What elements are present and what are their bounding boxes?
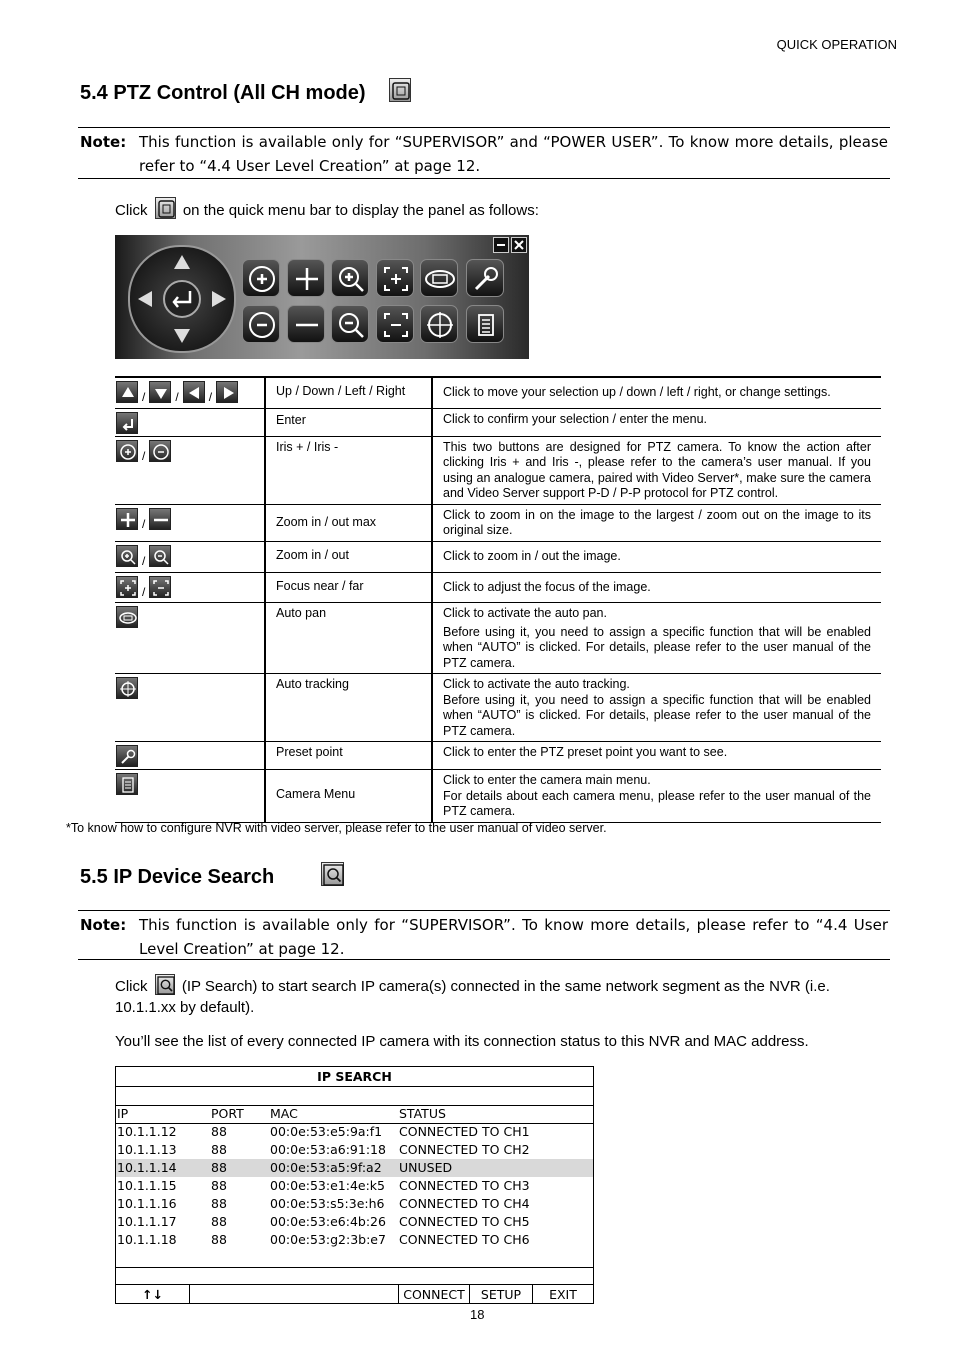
function-description bbox=[432, 603, 881, 674]
status-cell: CONNECTED TO CH4 bbox=[399, 1196, 530, 1211]
description-line: Click to enter the camera main menu. bbox=[443, 773, 651, 788]
function-name: Enter bbox=[265, 408, 432, 436]
table-row[interactable] bbox=[116, 1159, 593, 1177]
description-line: Click to activate the auto tracking. bbox=[443, 677, 630, 692]
click-word: Click bbox=[115, 202, 148, 219]
ptz-control-panel bbox=[115, 235, 529, 359]
table-row bbox=[115, 541, 881, 572]
focus-near-button[interactable] bbox=[376, 259, 414, 297]
page-number: 18 bbox=[470, 1307, 485, 1322]
status-cell: CONNECTED TO CH3 bbox=[399, 1178, 530, 1193]
function-name: Camera Menu bbox=[265, 770, 432, 823]
iris-minus-icon bbox=[149, 440, 171, 462]
note-label: Note: bbox=[80, 133, 127, 151]
function-name: Preset point bbox=[265, 742, 432, 770]
table-row[interactable] bbox=[116, 1213, 593, 1231]
function-description bbox=[432, 408, 881, 436]
section-title-ip-search-text: 5.5 IP Device Search bbox=[80, 866, 275, 888]
function-name: Iris + / Iris - bbox=[265, 436, 432, 504]
icon-cell bbox=[115, 436, 265, 504]
iris-plus-icon bbox=[116, 440, 138, 462]
mac-cell: 00:0e:53:s5:3e:h6 bbox=[270, 1196, 385, 1211]
ip-cell: 10.1.1.18 bbox=[117, 1232, 177, 1247]
separator: / bbox=[208, 390, 213, 405]
table-row bbox=[115, 770, 881, 823]
separator: / bbox=[142, 449, 146, 464]
ptz-click-instruction bbox=[115, 197, 875, 221]
table-row bbox=[115, 674, 881, 742]
plus-icon bbox=[116, 508, 138, 530]
function-name: Up / Down / Left / Right bbox=[265, 377, 432, 408]
section-title-ip-search bbox=[80, 866, 274, 889]
port-cell: 88 bbox=[211, 1178, 227, 1193]
exit-button[interactable]: EXIT bbox=[532, 1285, 593, 1304]
mac-cell: 00:0e:53:g2:3b:e7 bbox=[270, 1232, 386, 1247]
ip-cell: 10.1.1.17 bbox=[117, 1214, 177, 1229]
separator: / bbox=[142, 554, 146, 569]
section-title-ptz bbox=[80, 82, 366, 105]
table-row[interactable] bbox=[116, 1195, 593, 1213]
icon-cell bbox=[115, 770, 265, 823]
col-status: STATUS bbox=[399, 1106, 446, 1121]
col-mac: MAC bbox=[270, 1106, 298, 1121]
up-arrow-icon bbox=[116, 381, 138, 403]
function-description bbox=[432, 377, 881, 408]
function-description bbox=[432, 742, 881, 770]
note-label: Note: bbox=[80, 916, 127, 934]
right-arrow-icon bbox=[216, 381, 238, 403]
function-description bbox=[432, 541, 881, 572]
iris-minus-button[interactable] bbox=[242, 305, 280, 343]
table-row bbox=[115, 408, 881, 436]
icon-cell bbox=[115, 572, 265, 603]
separator: / bbox=[142, 390, 146, 405]
icon-cell bbox=[115, 541, 265, 572]
table-row[interactable] bbox=[116, 1123, 593, 1141]
table-row bbox=[115, 603, 881, 674]
description-detail: Before using it, you need to assign a specific function that will be enabled when “AUTO” is clicked. For details, please refer to the user manual of the PTZ camera. bbox=[443, 624, 871, 670]
function-description bbox=[432, 436, 881, 504]
auto-tracking-icon bbox=[116, 677, 138, 699]
direction-pad[interactable] bbox=[128, 245, 236, 353]
divider bbox=[116, 1267, 593, 1268]
click-post-text: on the quick menu bar to display the panel as follows: bbox=[182, 202, 539, 219]
section-title-ptz-text: 5.4 PTZ Control (All CH mode) bbox=[80, 82, 366, 104]
col-ip: IP bbox=[117, 1106, 129, 1121]
running-header: QUICK OPERATION bbox=[776, 37, 897, 52]
camera-menu-button[interactable] bbox=[466, 305, 504, 343]
function-name: Zoom in / out max bbox=[265, 504, 432, 541]
ip-cell: 10.1.1.14 bbox=[117, 1160, 177, 1175]
description-line: Click to move your selection up / down / left / right, or change settings. bbox=[443, 385, 831, 399]
description-line: Click to adjust the focus of the image. bbox=[443, 579, 651, 594]
port-cell: 88 bbox=[211, 1142, 227, 1157]
zoom-out-icon bbox=[149, 545, 171, 567]
note-ptz bbox=[78, 127, 890, 179]
function-name: Auto tracking bbox=[265, 674, 432, 742]
description-line: This two buttons are designed for PTZ camera. To know the action after clicking Iris + and Iris -, please refer to the camera’s user manual. If you using an analogue camera, paired with Video Server*, make sure the camera and Video Server support P-D / P-P protocol for PTZ control. bbox=[443, 439, 871, 501]
setup-button[interactable]: SETUP bbox=[469, 1285, 532, 1304]
ip-search-description: You’ll see the list of every connected IP camera with its connection status to this NVR and MAC address. bbox=[115, 1033, 809, 1050]
zoom-in-max-button[interactable] bbox=[287, 259, 325, 297]
separator: / bbox=[175, 390, 179, 405]
mac-cell: 00:0e:53:e1:4e:k5 bbox=[270, 1178, 385, 1193]
preset-point-button[interactable] bbox=[466, 259, 504, 297]
port-cell: 88 bbox=[211, 1232, 227, 1247]
mac-cell: 00:0e:53:a5:9f:a2 bbox=[270, 1160, 382, 1175]
close-icon[interactable] bbox=[511, 237, 527, 253]
footnote: *To know how to configure NVR with video server, please refer to the user manual of video server. bbox=[66, 821, 607, 835]
function-description bbox=[432, 770, 881, 823]
zoom-in-icon bbox=[116, 545, 138, 567]
description-line: Click to confirm your selection / enter the menu. bbox=[443, 411, 708, 426]
description-detail: For details about each camera menu, please refer to the user manual of the PTZ camera. bbox=[443, 788, 871, 819]
ip-search-title: IP SEARCH bbox=[116, 1067, 593, 1087]
ip-cell: 10.1.1.13 bbox=[117, 1142, 177, 1157]
table-row[interactable] bbox=[116, 1177, 593, 1195]
ptz-function-table bbox=[115, 376, 881, 823]
zoom-out-button[interactable] bbox=[331, 305, 369, 343]
zoom-in-button[interactable] bbox=[331, 259, 369, 297]
function-description bbox=[432, 572, 881, 603]
auto-pan-button[interactable] bbox=[420, 259, 458, 297]
function-description bbox=[432, 504, 881, 541]
iris-plus-button[interactable] bbox=[242, 259, 280, 297]
click-post-text: (IP Search) to start search IP camera(s) connected in the same network segment as the NVR (i.e. 10.1.1.xx by default). bbox=[115, 978, 830, 1016]
auto-tracking-button[interactable] bbox=[420, 305, 458, 343]
table-row[interactable] bbox=[116, 1141, 593, 1159]
column-headers bbox=[116, 1105, 593, 1123]
separator: / bbox=[142, 584, 146, 599]
table-row[interactable] bbox=[116, 1231, 593, 1249]
status-cell: UNUSED bbox=[399, 1160, 453, 1175]
pad-left-icon bbox=[138, 291, 152, 307]
col-port: PORT bbox=[211, 1106, 244, 1121]
port-cell: 88 bbox=[211, 1160, 227, 1175]
ip-search-panel bbox=[115, 1066, 594, 1304]
focus-near-icon bbox=[116, 576, 138, 598]
minimize-icon[interactable] bbox=[493, 237, 509, 253]
table-row bbox=[115, 377, 881, 408]
zoom-out-max-button[interactable] bbox=[287, 305, 325, 343]
preset-point-icon bbox=[116, 745, 138, 767]
port-cell: 88 bbox=[211, 1124, 227, 1139]
status-cell: CONNECTED TO CH6 bbox=[399, 1232, 530, 1247]
description-detail: Before using it, you need to assign a specific function that will be enabled when “AUTO” is clicked. For details, please refer to the user manual of the PTZ camera. bbox=[443, 692, 871, 738]
status-cell: CONNECTED TO CH5 bbox=[399, 1214, 530, 1229]
icon-cell bbox=[115, 603, 265, 674]
table-row bbox=[115, 504, 881, 541]
description-line: Click to zoom in / out the image. bbox=[443, 548, 621, 563]
note-text: This function is available only for “SUPERVISOR”. To know more details, please refer to “4.4 User Level Creation” at page 12. bbox=[139, 916, 888, 958]
camera-menu-icon bbox=[116, 773, 138, 795]
focus-far-button[interactable] bbox=[376, 305, 414, 343]
mac-cell: 00:0e:53:e5:9a:f1 bbox=[270, 1124, 383, 1139]
function-name: Auto pan bbox=[265, 603, 432, 674]
port-cell: 88 bbox=[211, 1214, 227, 1229]
mac-cell: 00:0e:53:a6:91:18 bbox=[270, 1142, 386, 1157]
separator: / bbox=[142, 517, 146, 532]
ip-cell: 10.1.1.15 bbox=[117, 1178, 177, 1193]
icon-cell bbox=[115, 377, 265, 408]
table-row bbox=[115, 742, 881, 770]
mac-cell: 00:0e:53:e6:4b:26 bbox=[270, 1214, 386, 1229]
status-cell: CONNECTED TO CH2 bbox=[399, 1142, 530, 1157]
enter-icon bbox=[116, 412, 138, 434]
description-line: Click to zoom in on the image to the largest / zoom out on the image to its original size. bbox=[443, 507, 871, 538]
auto-pan-icon bbox=[116, 606, 138, 628]
ip-search-click-instruction bbox=[115, 974, 875, 1018]
icon-cell bbox=[115, 504, 265, 541]
minus-icon bbox=[149, 508, 171, 530]
note-text: This function is available only for “SUPERVISOR” and “POWER USER”. To know more details, please refer to “4.4 User Level Creation” at page 12. bbox=[139, 133, 888, 175]
ip-search-toolbar bbox=[116, 1284, 593, 1304]
function-name: Focus near / far bbox=[265, 572, 432, 603]
status-cell: CONNECTED TO CH1 bbox=[399, 1124, 530, 1139]
description-line: Click to activate the auto pan. bbox=[443, 606, 607, 621]
pad-up-icon bbox=[174, 255, 190, 269]
function-description bbox=[432, 674, 881, 742]
function-name: Zoom in / out bbox=[265, 541, 432, 572]
focus-far-icon bbox=[149, 576, 171, 598]
refresh-button[interactable]: ↑↓ bbox=[142, 1287, 163, 1302]
port-cell: 88 bbox=[211, 1196, 227, 1211]
table-row bbox=[115, 436, 881, 504]
note-ip-search bbox=[78, 910, 890, 960]
icon-cell bbox=[115, 408, 265, 436]
description-line: Click to enter the PTZ preset point you want to see. bbox=[443, 745, 728, 760]
ptz-menu-icon bbox=[155, 197, 176, 219]
toolbar-spacer bbox=[189, 1285, 398, 1304]
ptz-icon bbox=[389, 78, 411, 102]
table-row bbox=[115, 572, 881, 603]
pad-down-icon bbox=[174, 329, 190, 343]
down-arrow-icon bbox=[149, 381, 171, 403]
click-word: Click bbox=[115, 978, 148, 995]
connect-button[interactable]: CONNECT bbox=[398, 1285, 469, 1304]
icon-cell bbox=[115, 742, 265, 770]
left-arrow-icon bbox=[183, 381, 205, 403]
ip-cell: 10.1.1.12 bbox=[117, 1124, 177, 1139]
ip-search-icon bbox=[321, 862, 344, 886]
ip-cell: 10.1.1.16 bbox=[117, 1196, 177, 1211]
ip-search-menu-icon bbox=[155, 974, 175, 995]
icon-cell bbox=[115, 674, 265, 742]
pad-right-icon bbox=[212, 291, 226, 307]
